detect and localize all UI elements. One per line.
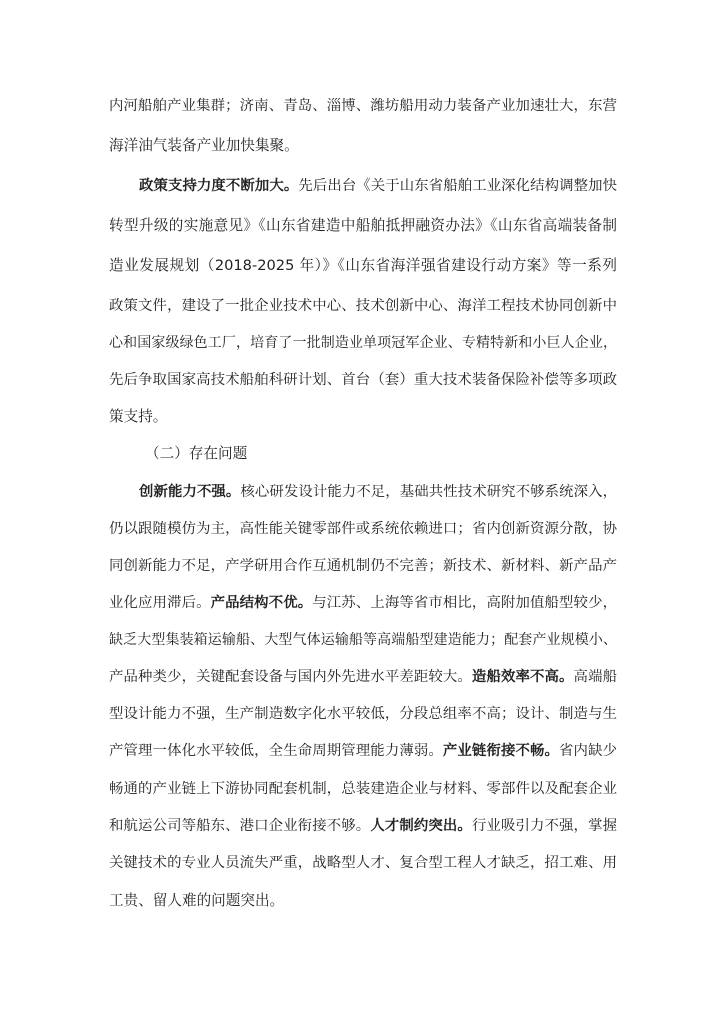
- problems-line-4-text-a: 业化应用滞后。: [109, 595, 211, 611]
- problems-line-1-text: 核心研发设计能力不足，基础共性技术研究不够系统深入，: [240, 484, 617, 500]
- policy-line-1-text: 先后出台《关于山东省船舶工业深化结构调整加快: [298, 178, 617, 194]
- problems-line-7: 型设计能力不强，生产制造数字化水平较低，分段总组率不高；设计、制造与生: [109, 706, 617, 722]
- problems-line-3: 同创新能力不足，产学研用合作互通机制仍不完善；新技术、新材料、新产品产: [109, 558, 617, 574]
- problems-line-4-text-b: 与江苏、上海等省市相比，高附加值船型较少，: [312, 595, 617, 611]
- problems-line-8-text-b: 省内缺少: [559, 743, 617, 759]
- problems-line-1: [139, 482, 617, 502]
- shipbuilding-efficiency-lead-heading: 造船效率不高。: [471, 669, 574, 685]
- policy-line-2: 转型升级的实施意见》《山东省建造中船舶抵押融资办法》《山东省高端装备制: [109, 217, 617, 234]
- problems-line-4: [109, 593, 617, 613]
- industry-chain-lead-heading: 产业链衔接不畅。: [442, 743, 560, 759]
- policy-line-7: 策支持。: [109, 408, 168, 425]
- section-heading: （二）存在问题: [145, 445, 248, 462]
- problems-line-8-text-a: 产管理一体化水平较低，全生命周期管理能力薄弱。: [109, 743, 443, 759]
- innovation-lead-heading: 创新能力不强。: [139, 484, 241, 500]
- policy-lead-heading: 政策支持力度不断加大。: [139, 178, 299, 194]
- policy-line-6: 先后争取国家高技术船舶科研计划、首台（套）重大技术装备保险补偿等多项政: [109, 372, 617, 388]
- problems-line-6-text-b: 高端船: [573, 669, 617, 685]
- problems-line-10-text-b: 行业吸引力不强，掌握: [471, 818, 617, 834]
- problems-line-11: 关键技术的专业人员流失严重，战略型人才、复合型工程人才缺乏，招工难、用: [109, 855, 617, 871]
- problems-line-5: 缺乏大型集装箱运输船、大型气体运输船等高端船型建造能力；配套产业规模小、: [109, 632, 617, 648]
- intro-line-2: 海洋油气装备产业加快集聚。: [109, 137, 299, 154]
- problems-line-6-text-a: 产品种类少，关键配套设备与国内外先进水平差距较大。: [109, 669, 472, 685]
- policy-line-3: 造业发展规划（2018-2025 年）》《山东省海洋强省建设行动方案》等一系列: [109, 257, 617, 274]
- intro-line-1: 内河船舶产业集群；济南、青岛、淄博、潍坊船用动力装备产业加速壮大，东营: [109, 98, 617, 114]
- problems-line-10: [109, 816, 617, 836]
- problems-line-9: 畅通的产业链上下游协同配套机制，总装建造企业与材料、零部件以及配套企业: [109, 781, 617, 797]
- problems-line-10-text-a: 和航运公司等船东、港口企业衔接不够。: [109, 818, 371, 834]
- policy-line-1: [139, 176, 617, 196]
- policy-line-4: 政策文件，建设了一批企业技术中心、技术创新中心、海洋工程技术协同创新中: [109, 298, 617, 314]
- problems-line-2: 仍以跟随模仿为主，高性能关键零部件或系统依赖进口；省内创新资源分散，协: [109, 521, 617, 537]
- problems-line-8: [109, 741, 617, 761]
- problems-line-12: 工贵、留人难的问题突出。: [109, 892, 285, 909]
- product-structure-lead-heading: 产品结构不优。: [210, 595, 313, 611]
- talent-lead-heading: 人才制约突出。: [370, 818, 472, 834]
- problems-line-6: [109, 667, 617, 687]
- policy-line-5: 心和国家级绿色工厂，培育了一批制造业单项冠军企业、专精特新和小巨人企业，: [109, 335, 617, 351]
